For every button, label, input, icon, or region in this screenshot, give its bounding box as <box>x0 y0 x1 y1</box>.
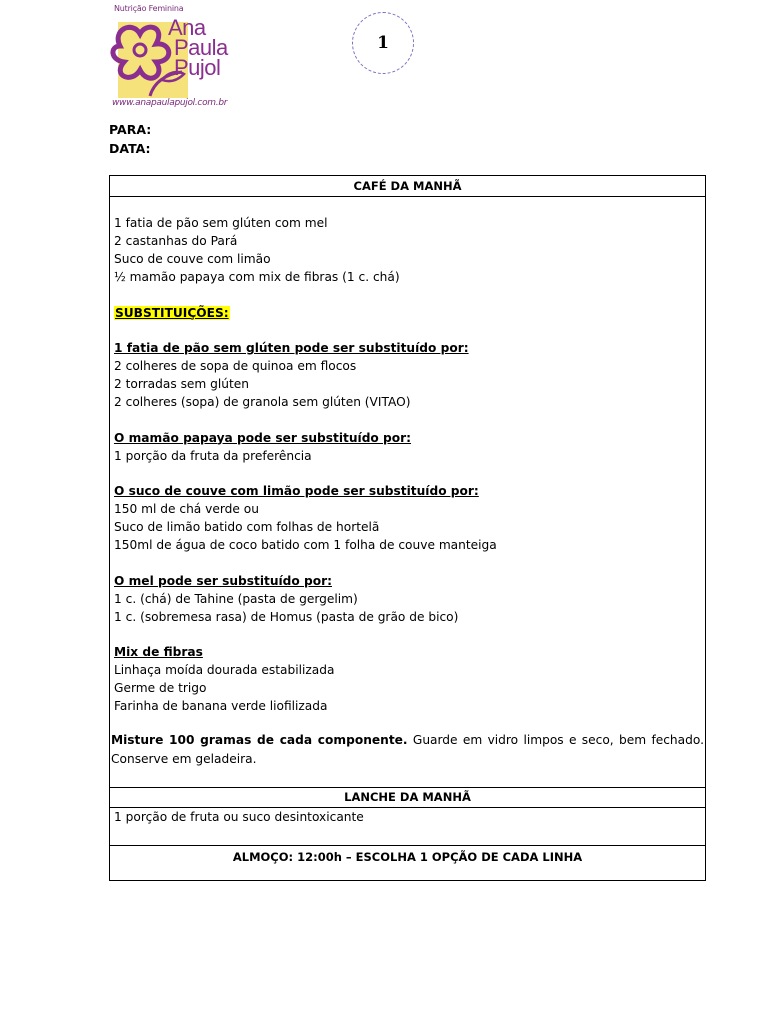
brand-logo <box>108 2 258 114</box>
cafe-item: 2 castanhas do Pará <box>114 234 238 248</box>
sub-item: 1 porção da fruta da preferência <box>114 448 312 463</box>
logo-url: www.anapaulapujol.com.br <box>112 98 228 108</box>
mix-instructions <box>110 731 705 769</box>
lanche-item: 1 porção de fruta ou suco desintoxicante <box>110 808 705 846</box>
sub-item: Suco de limão batido com folhas de hortelã <box>114 520 380 534</box>
substitutions-title: SUBSTITUIÇÕES: <box>115 305 229 320</box>
sub-title: 1 fatia de pão sem glúten pode ser substituído por: <box>114 341 469 355</box>
meal-plan-table <box>109 175 706 881</box>
page-number: 1 <box>352 12 414 74</box>
sub-item: 150 ml de chá verde ou <box>114 502 259 516</box>
sub-item: 1 c. (sobremesa rasa) de Homus (pasta de grão de bico) <box>114 609 459 624</box>
cafe-item: 1 fatia de pão sem glúten com mel <box>114 216 328 230</box>
cafe-header: CAFÉ DA MANHÃ <box>110 176 705 197</box>
logo-tagline: Nutrição Feminina <box>114 4 184 13</box>
cafe-content <box>114 214 703 715</box>
sub-title: O suco de couve com limão pode ser substituído por: <box>114 484 479 498</box>
logo-name-line3: Pujol <box>174 55 221 80</box>
sub-item: Linhaça moída dourada estabilizada <box>114 663 335 677</box>
sub-item: Farinha de banana verde liofilizada <box>114 699 328 713</box>
sub-item: 2 colheres de sopa de quinoa em flocos <box>114 359 357 373</box>
sub-title: O mamão papaya pode ser substituído por: <box>114 430 412 445</box>
almoco-header: ALMOÇO: 12:00h – ESCOLHA 1 OPÇÃO DE CADA LINHA <box>232 850 583 864</box>
lanche-header: LANCHE DA MANHÃ <box>110 788 705 808</box>
logo-name-line2: Paula <box>174 35 228 60</box>
sub-title: Mix de fibras <box>114 645 203 659</box>
mix-instructions-rest: Guarde em vidro limpos e seco, bem fechado. Conserve em geladeira. <box>111 733 704 766</box>
sub-item: 1 c. (chá) de Tahine (pasta de gergelim) <box>114 591 358 606</box>
logo-name-line1: Ana <box>168 15 206 40</box>
cafe-item: Suco de couve com limão <box>114 252 271 266</box>
sub-item: 2 torradas sem glúten <box>114 377 250 391</box>
sub-item: Germe de trigo <box>114 681 207 695</box>
mix-instructions-bold: Misture 100 gramas de cada componente. <box>111 733 408 747</box>
cafe-item: ½ mamão papaya com mix de fibras (1 c. chá) <box>114 270 400 284</box>
sub-item: 150ml de água de coco batido com 1 folha de couve manteiga <box>114 538 497 552</box>
sub-title: O mel pode ser substituído por: <box>114 573 333 588</box>
data-label: DATA: <box>109 141 151 156</box>
para-label: PARA: <box>109 122 152 137</box>
sub-item: 2 colheres (sopa) de granola sem glúten (VITAO) <box>114 395 411 409</box>
